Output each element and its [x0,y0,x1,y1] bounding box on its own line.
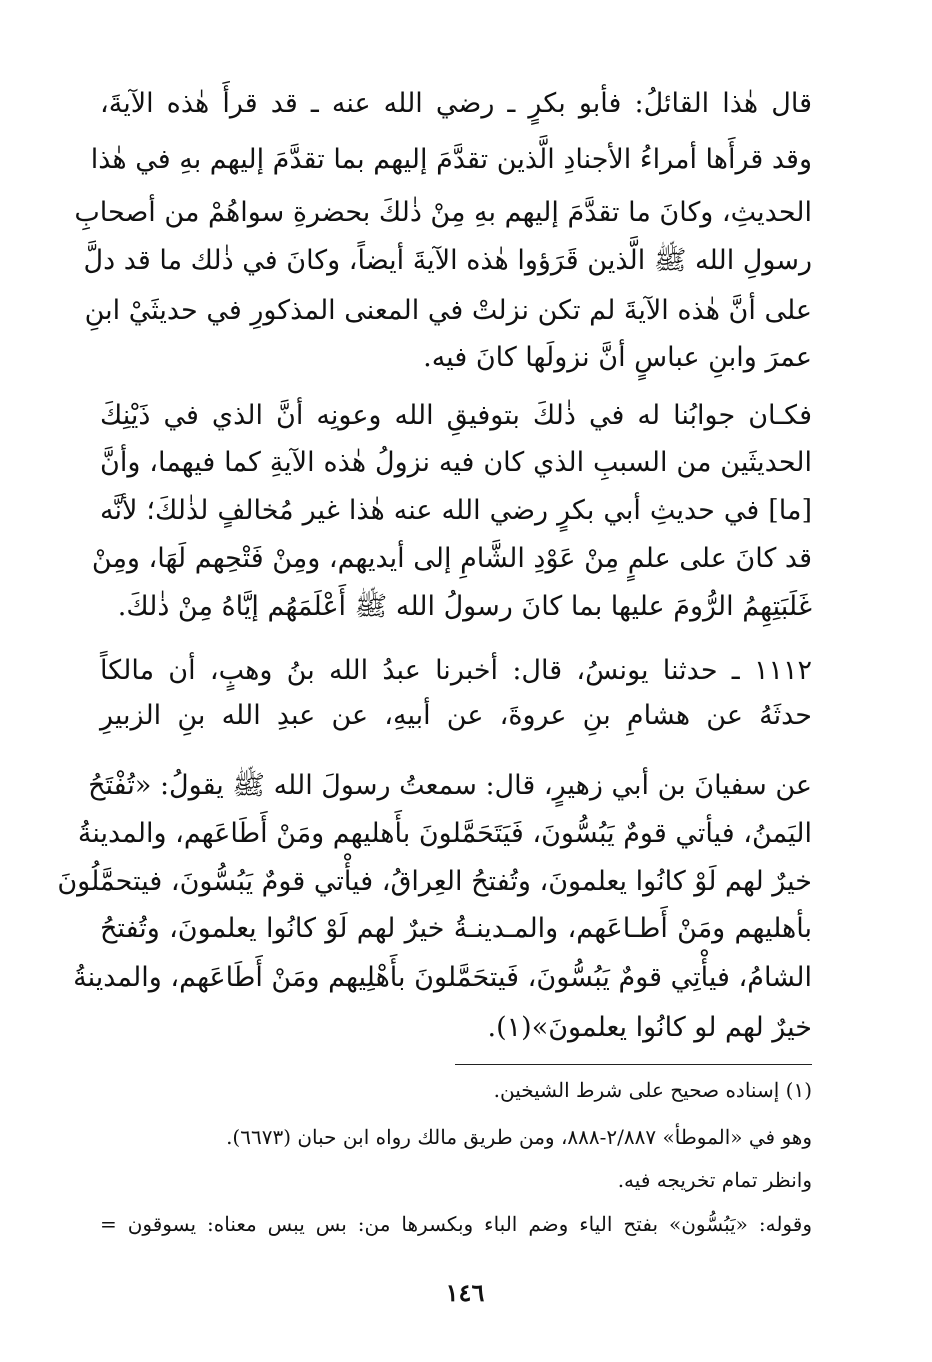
footnote-line: وقوله: «يَبُسُّون» بفتح الياء وضم الباء وبكسرها من: بس يبس معناه: يسوقون = [100,1212,812,1236]
text-line: على أنَّ هٰذه الآيةَ لم تكن نزلتْ في المعنى المذكورِ في حديثَيْ ابنِ [84,295,812,326]
footnote-line: (١) إسناده صحيح على شرط الشيخين. [493,1078,812,1102]
text-line: فكـان جوابُنا له في ذٰلكَ بتوفيقِ الله وعونِه أنَّ الذي في ذَيْنِكَ [100,400,812,431]
text-line: بأهليهم ومَنْ أَطـاعَهم، والمـدينـةُ خيرٌ لهم لَوْ كانُوا يعلمونَ، وتُفتحُ [100,913,812,944]
text-line: حدثَهُ عن هشامِ بنِ عروةَ، عن أبيهِ، عن عبدِ الله بنِ الزبيرِ [100,700,812,731]
text-line: قد كانَ على علمٍ مِنْ عَوْدِ الشَّامِ إلى أيديهم، ومِنْ فَتْحِهم لَهَا، ومِنْ [91,543,812,574]
text-line: ١١١٢ ـ حدثنا يونسُ، قال: أخبرنا عبدُ الله بنُ وهبٍ، أن مالكاً [100,655,812,686]
footnote-separator [455,1064,812,1065]
book-page [57,0,812,1362]
text-line: خيرٌ لهم لو كانُوا يعلمونَ»(١). [487,1012,812,1043]
text-line: الشامُ، فيأْتِي قومٌ يَبُسُّونَ، فَيتحَمَّلونَ بأَهْلِيهم ومَنْ أَطَاعَهم، والمدينةُ [73,962,812,993]
text-line: خيرٌ لهم لَوْ كانُوا يعلمونَ، وتُفتحُ العِراقُ، فيأْتي قومٌ يَبُسُّونَ، فيتحمَّلُونَ [57,866,812,897]
footnote-line: وانظر تمام تخريجه فيه. [617,1168,812,1192]
text-line: رسولِ الله ﷺ الَّذين قَرَؤوا هٰذه الآيةَ أيضاً، وكانَ في ذٰلك ما قد دلَّ [83,245,812,276]
text-line: عن سفيانَ بن أبي زهيرٍ، قال: سمعتُ رسولَ الله ﷺ يقولُ: «تُفْتَحُ [88,770,812,801]
page-number: ١٤٦ [445,1278,485,1307]
text-line: الحديثَين من السببِ الذي كان فيه نزولُ هٰذه الآيةِ كما فيهما، وأنَّ [100,447,812,478]
text-line: قال هٰذا القائلُ: فأبو بكرٍ ـ رضي الله عنه ـ قد قرأَ هٰذه الآيةَ، [100,88,812,119]
text-line: عمرَ وابنِ عباسٍ أنَّ نزولَها كانَ فيه. [423,342,812,373]
text-line: غَلَبَتِهِمُ الرُّومَ عليها بما كانَ رسولُ الله ﷺ أَعْلَمَهُم إيَّاهُ مِنْ ذٰلكَ. [117,591,812,622]
text-line: اليَمنُ، فيأتي قومٌ يَبُسُّونَ، فَيَتَحَمَّلونَ بأَهليهم ومَنْ أَطَاعَهم، والمدينةُ [77,818,812,849]
footnote-line: وهو في «الموطأ» ٢/٨٨٧-٨٨٨، ومن طريق مالك رواه ابن حبان (٦٦٧٣). [226,1125,812,1149]
text-line: [ما] في حديثِ أبي بكرٍ رضي الله عنه هٰذا غير مُخالفٍ لذٰلكَ؛ لأنَّه [100,495,812,526]
text-line: الحديثِ، وكانَ ما تقدَّمَ إليهم بهِ مِنْ ذٰلكَ بحضرةِ سواهُمْ من أصحابِ [74,197,812,228]
text-line: وقد قرأَها أمراءُ الأجنادِ الَّذين تقدَّمَ إليهم بما تقدَّمَ إليهم بهِ في هٰذا [90,144,812,175]
